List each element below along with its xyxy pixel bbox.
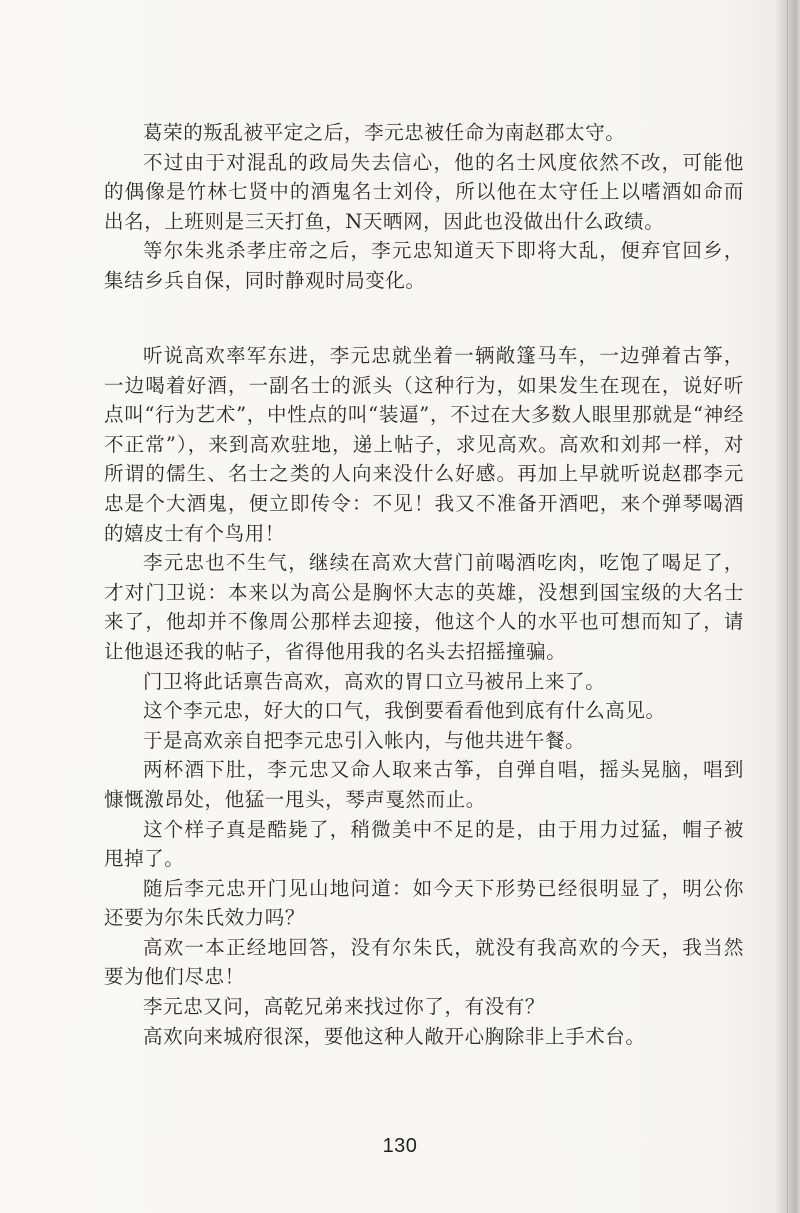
paragraph: 不过由于对混乱的政局失去信心，他的名士风度依然不改，可能他的偶像是竹林七贤中的酒鬼名士刘伶，所以他在太守任上以嗜酒如命而出名，上班则是三天打鱼，N天晒网，因此也没做出什么政绩。 xyxy=(104,150,744,233)
book-binding-crease xyxy=(787,0,788,1213)
paragraph: 这个李元忠，好大的口气，我倒要看看他到底有什么高见。 xyxy=(143,699,666,723)
paragraph: 葛荣的叛乱被平定之后，李元忠被任命为南赵郡太守。 xyxy=(143,121,626,144)
paragraph: 李元忠也不生气，继续在高欢大营门前喝酒吃肉，吃饱了喝足了，才对门卫说：本来以为高公是胸怀大志的英雄，没想到国宝级的大名士来了，他却并不像周公那样去迎接，他这个人的水平也可想而知了，请让他退还我的帖子，省得他用我的名头去招摇撞骗。 xyxy=(104,551,744,663)
text-section-one xyxy=(104,118,744,296)
paragraph: 高欢向来城府很深，要他这种人敞开心胸除非上手术台。 xyxy=(143,1024,646,1048)
book-binding-shadow xyxy=(776,0,800,1213)
paragraph: 两杯酒下肚，李元忠又命人取来古筝，自弹自唱，摇头晃脑，唱到慷慨激昂处，他猛一甩头，琴声戛然而止。 xyxy=(104,758,744,811)
page-number: 130 xyxy=(382,1135,418,1157)
paragraph: 李元忠又问，高乾兄弟来找过你了，有没有？ xyxy=(143,995,546,1019)
paragraph: 高欢一本正经地回答，没有尔朱氏，就没有我高欢的今天，我当然要为他们尽忠！ xyxy=(104,935,744,989)
paragraph: 于是高欢亲自把李元忠引入帐内，与他共进午餐。 xyxy=(143,728,586,752)
paragraph: 听说高欢率军东进，李元忠就坐着一辆敞篷马车，一边弹着古筝，一边喝着好酒，一副名士的派头（这种行为，如果发生在现在，说好听点叫“行为艺术”，中性点的叫“装逼”，不过在大多数人眼里那就是“神经不正常”），来到高欢驻地，递上帖子，求见高欢。高欢和刘邦一样，对所谓的儒生、名士之类的人向来没什么好感。再加上早就听说赵郡李元忠是个大酒鬼，便立即传令：不见！我又不准备开酒吧，来个弹琴喝酒的嬉皮士有个鸟用！ xyxy=(104,344,744,545)
paragraph: 这个样子真是酷毙了，稍微美中不足的是，由于用力过猛，帽子被甩掉了。 xyxy=(104,817,744,871)
text-section-two xyxy=(104,341,744,1051)
paragraph: 门卫将此话禀告高欢，高欢的胃口立马被吊上来了。 xyxy=(143,669,606,693)
paragraph: 等尔朱兆杀孝庄帝之后，李元忠知道天下即将大乱，便弃官回乡，集结乡兵自保，同时静观时局变化。 xyxy=(104,239,744,292)
paragraph: 随后李元忠开门见山地问道：如今天下形势已经很明显了，明公你还要为尔朱氏效力吗？ xyxy=(104,876,744,930)
